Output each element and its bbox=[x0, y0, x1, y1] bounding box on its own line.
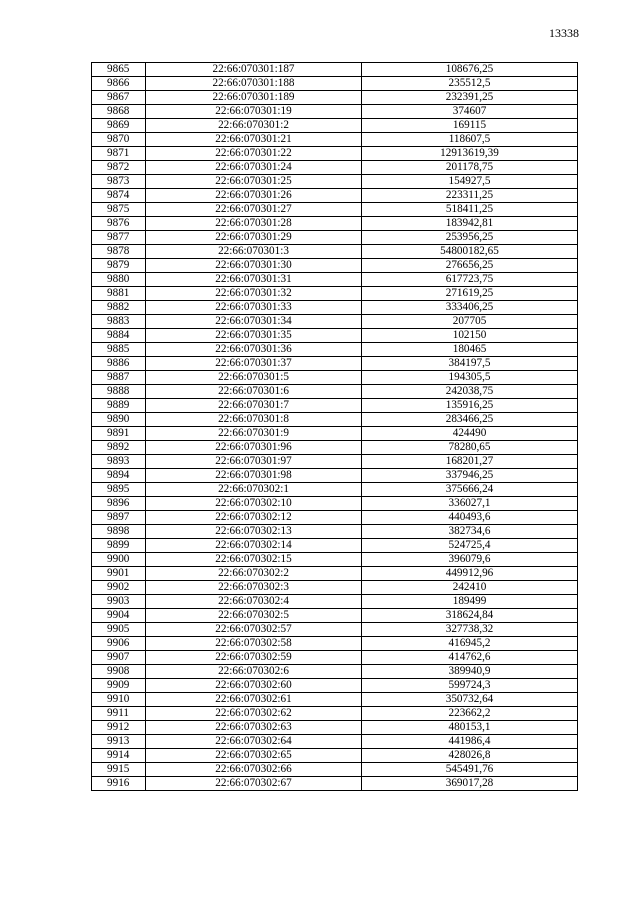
cadastral-number-cell: 22:66:070301:188 bbox=[146, 77, 362, 91]
cadastral-number-cell: 22:66:070302:58 bbox=[146, 637, 362, 651]
cadastral-number-cell: 22:66:070301:5 bbox=[146, 371, 362, 385]
table-row bbox=[92, 301, 578, 315]
cadastral-number-cell: 22:66:070301:96 bbox=[146, 441, 362, 455]
cadastral-number-cell: 22:66:070301:2 bbox=[146, 119, 362, 133]
table-row bbox=[92, 133, 578, 147]
table-row bbox=[92, 217, 578, 231]
cadastral-value-cell: 253956,25 bbox=[362, 231, 578, 245]
row-number-cell: 9906 bbox=[92, 637, 146, 651]
row-number-cell: 9885 bbox=[92, 343, 146, 357]
table-row bbox=[92, 679, 578, 693]
cadastral-number-cell: 22:66:070301:28 bbox=[146, 217, 362, 231]
cadastral-value-cell: 480153,1 bbox=[362, 721, 578, 735]
row-number-cell: 9913 bbox=[92, 735, 146, 749]
cadastral-number-cell: 22:66:070301:7 bbox=[146, 399, 362, 413]
table-row bbox=[92, 539, 578, 553]
table-row bbox=[92, 763, 578, 777]
cadastral-value-cell: 327738,32 bbox=[362, 623, 578, 637]
cadastral-value-cell: 424490 bbox=[362, 427, 578, 441]
cadastral-number-cell: 22:66:070302:4 bbox=[146, 595, 362, 609]
row-number-cell: 9887 bbox=[92, 371, 146, 385]
table-row bbox=[92, 609, 578, 623]
cadastral-number-cell: 22:66:070301:36 bbox=[146, 343, 362, 357]
row-number-cell: 9866 bbox=[92, 77, 146, 91]
cadastral-value-cell: 449912,96 bbox=[362, 567, 578, 581]
page-number: 13338 bbox=[549, 26, 579, 40]
cadastral-number-cell: 22:66:070301:27 bbox=[146, 203, 362, 217]
table-row bbox=[92, 497, 578, 511]
cadastral-number-cell: 22:66:070301:35 bbox=[146, 329, 362, 343]
table-row bbox=[92, 469, 578, 483]
cadastral-number-cell: 22:66:070301:26 bbox=[146, 189, 362, 203]
table-row bbox=[92, 651, 578, 665]
cadastral-value-cell: 271619,25 bbox=[362, 287, 578, 301]
cadastral-value-cell: 168201,27 bbox=[362, 455, 578, 469]
cadastral-number-cell: 22:66:070301:24 bbox=[146, 161, 362, 175]
cadastral-value-cell: 440493,6 bbox=[362, 511, 578, 525]
row-number-cell: 9890 bbox=[92, 413, 146, 427]
cadastral-value-cell: 12913619,39 bbox=[362, 147, 578, 161]
row-number-cell: 9909 bbox=[92, 679, 146, 693]
row-number-cell: 9886 bbox=[92, 357, 146, 371]
cadastral-number-cell: 22:66:070301:3 bbox=[146, 245, 362, 259]
cadastral-number-cell: 22:66:070302:63 bbox=[146, 721, 362, 735]
cadastral-value-cell: 382734,6 bbox=[362, 525, 578, 539]
table-row bbox=[92, 413, 578, 427]
table-row bbox=[92, 343, 578, 357]
row-number-cell: 9892 bbox=[92, 441, 146, 455]
cadastral-number-cell: 22:66:070301:31 bbox=[146, 273, 362, 287]
row-number-cell: 9915 bbox=[92, 763, 146, 777]
row-number-cell: 9875 bbox=[92, 203, 146, 217]
row-number-cell: 9905 bbox=[92, 623, 146, 637]
table-row bbox=[92, 203, 578, 217]
cadastral-value-cell: 441986,4 bbox=[362, 735, 578, 749]
row-number-cell: 9873 bbox=[92, 175, 146, 189]
cadastral-number-cell: 22:66:070301:189 bbox=[146, 91, 362, 105]
cadastral-value-cell: 78280,65 bbox=[362, 441, 578, 455]
row-number-cell: 9894 bbox=[92, 469, 146, 483]
row-number-cell: 9907 bbox=[92, 651, 146, 665]
row-number-cell: 9874 bbox=[92, 189, 146, 203]
cadastral-value-cell: 599724,3 bbox=[362, 679, 578, 693]
row-number-cell: 9865 bbox=[92, 63, 146, 77]
table-row bbox=[92, 119, 578, 133]
table-row bbox=[92, 623, 578, 637]
cadastral-number-cell: 22:66:070301:21 bbox=[146, 133, 362, 147]
cadastral-number-cell: 22:66:070301:97 bbox=[146, 455, 362, 469]
cadastral-value-cell: 207705 bbox=[362, 315, 578, 329]
cadastral-value-cell: 108676,25 bbox=[362, 63, 578, 77]
cadastral-number-cell: 22:66:070302:62 bbox=[146, 707, 362, 721]
table-row bbox=[92, 315, 578, 329]
row-number-cell: 9911 bbox=[92, 707, 146, 721]
row-number-cell: 9882 bbox=[92, 301, 146, 315]
cadastral-value-cell: 518411,25 bbox=[362, 203, 578, 217]
row-number-cell: 9889 bbox=[92, 399, 146, 413]
cadastral-number-cell: 22:66:070301:98 bbox=[146, 469, 362, 483]
row-number-cell: 9910 bbox=[92, 693, 146, 707]
row-number-cell: 9898 bbox=[92, 525, 146, 539]
row-number-cell: 9899 bbox=[92, 539, 146, 553]
cadastral-value-table bbox=[91, 62, 578, 791]
cadastral-number-cell: 22:66:070301:25 bbox=[146, 175, 362, 189]
cadastral-number-cell: 22:66:070302:66 bbox=[146, 763, 362, 777]
table-row bbox=[92, 273, 578, 287]
cadastral-value-cell: 337946,25 bbox=[362, 469, 578, 483]
cadastral-value-cell: 223311,25 bbox=[362, 189, 578, 203]
cadastral-value-cell: 223662,2 bbox=[362, 707, 578, 721]
cadastral-number-cell: 22:66:070301:29 bbox=[146, 231, 362, 245]
table-row bbox=[92, 245, 578, 259]
cadastral-value-cell: 201178,75 bbox=[362, 161, 578, 175]
cadastral-number-cell: 22:66:070302:59 bbox=[146, 651, 362, 665]
table-row bbox=[92, 329, 578, 343]
cadastral-number-cell: 22:66:070302:64 bbox=[146, 735, 362, 749]
table-row bbox=[92, 105, 578, 119]
row-number-cell: 9916 bbox=[92, 777, 146, 791]
cadastral-number-cell: 22:66:070301:33 bbox=[146, 301, 362, 315]
cadastral-value-cell: 194305,5 bbox=[362, 371, 578, 385]
table-row bbox=[92, 553, 578, 567]
cadastral-value-cell: 154927,5 bbox=[362, 175, 578, 189]
cadastral-value-cell: 374607 bbox=[362, 105, 578, 119]
cadastral-value-cell: 54800182,65 bbox=[362, 245, 578, 259]
row-number-cell: 9897 bbox=[92, 511, 146, 525]
row-number-cell: 9914 bbox=[92, 749, 146, 763]
row-number-cell: 9902 bbox=[92, 581, 146, 595]
cadastral-value-cell: 545491,76 bbox=[362, 763, 578, 777]
cadastral-number-cell: 22:66:070301:6 bbox=[146, 385, 362, 399]
row-number-cell: 9891 bbox=[92, 427, 146, 441]
table-row bbox=[92, 749, 578, 763]
cadastral-value-cell: 333406,25 bbox=[362, 301, 578, 315]
cadastral-number-cell: 22:66:070302:1 bbox=[146, 483, 362, 497]
cadastral-number-cell: 22:66:070301:19 bbox=[146, 105, 362, 119]
table-row bbox=[92, 665, 578, 679]
row-number-cell: 9903 bbox=[92, 595, 146, 609]
table-row bbox=[92, 693, 578, 707]
table-row bbox=[92, 357, 578, 371]
cadastral-number-cell: 22:66:070301:34 bbox=[146, 315, 362, 329]
cadastral-number-cell: 22:66:070302:60 bbox=[146, 679, 362, 693]
cadastral-value-cell: 232391,25 bbox=[362, 91, 578, 105]
table-row bbox=[92, 567, 578, 581]
cadastral-value-cell: 318624,84 bbox=[362, 609, 578, 623]
cadastral-number-cell: 22:66:070302:15 bbox=[146, 553, 362, 567]
cadastral-value-cell: 169115 bbox=[362, 119, 578, 133]
table-row bbox=[92, 777, 578, 791]
table-row bbox=[92, 259, 578, 273]
cadastral-value-cell: 235512,5 bbox=[362, 77, 578, 91]
row-number-cell: 9912 bbox=[92, 721, 146, 735]
table-row bbox=[92, 595, 578, 609]
cadastral-value-cell: 428026,8 bbox=[362, 749, 578, 763]
row-number-cell: 9879 bbox=[92, 259, 146, 273]
cadastral-value-cell: 416945,2 bbox=[362, 637, 578, 651]
table-row bbox=[92, 735, 578, 749]
row-number-cell: 9868 bbox=[92, 105, 146, 119]
cadastral-number-cell: 22:66:070302:61 bbox=[146, 693, 362, 707]
table-row bbox=[92, 385, 578, 399]
table-body bbox=[92, 63, 578, 791]
cadastral-number-cell: 22:66:070301:32 bbox=[146, 287, 362, 301]
cadastral-number-cell: 22:66:070302:65 bbox=[146, 749, 362, 763]
row-number-cell: 9867 bbox=[92, 91, 146, 105]
row-number-cell: 9904 bbox=[92, 609, 146, 623]
row-number-cell: 9881 bbox=[92, 287, 146, 301]
cadastral-value-cell: 189499 bbox=[362, 595, 578, 609]
cadastral-value-cell: 276656,25 bbox=[362, 259, 578, 273]
cadastral-value-cell: 242038,75 bbox=[362, 385, 578, 399]
row-number-cell: 9888 bbox=[92, 385, 146, 399]
cadastral-value-cell: 375666,24 bbox=[362, 483, 578, 497]
cadastral-value-cell: 242410 bbox=[362, 581, 578, 595]
table-row bbox=[92, 399, 578, 413]
table-row bbox=[92, 63, 578, 77]
cadastral-number-cell: 22:66:070302:67 bbox=[146, 777, 362, 791]
cadastral-number-cell: 22:66:070302:10 bbox=[146, 497, 362, 511]
cadastral-number-cell: 22:66:070302:13 bbox=[146, 525, 362, 539]
row-number-cell: 9878 bbox=[92, 245, 146, 259]
row-number-cell: 9895 bbox=[92, 483, 146, 497]
cadastral-number-cell: 22:66:070302:12 bbox=[146, 511, 362, 525]
table-row bbox=[92, 77, 578, 91]
row-number-cell: 9869 bbox=[92, 119, 146, 133]
row-number-cell: 9900 bbox=[92, 553, 146, 567]
cadastral-number-cell: 22:66:070301:8 bbox=[146, 413, 362, 427]
row-number-cell: 9893 bbox=[92, 455, 146, 469]
row-number-cell: 9872 bbox=[92, 161, 146, 175]
cadastral-value-cell: 389940,9 bbox=[362, 665, 578, 679]
row-number-cell: 9880 bbox=[92, 273, 146, 287]
cadastral-value-cell: 350732,64 bbox=[362, 693, 578, 707]
cadastral-number-cell: 22:66:070301:9 bbox=[146, 427, 362, 441]
table-row bbox=[92, 721, 578, 735]
row-number-cell: 9884 bbox=[92, 329, 146, 343]
cadastral-value-cell: 118607,5 bbox=[362, 133, 578, 147]
cadastral-number-cell: 22:66:070302:6 bbox=[146, 665, 362, 679]
cadastral-value-cell: 102150 bbox=[362, 329, 578, 343]
table-row bbox=[92, 427, 578, 441]
table-row bbox=[92, 441, 578, 455]
cadastral-value-cell: 336027,1 bbox=[362, 497, 578, 511]
table-row bbox=[92, 161, 578, 175]
table-row bbox=[92, 189, 578, 203]
cadastral-value-cell: 396079,6 bbox=[362, 553, 578, 567]
table-row bbox=[92, 91, 578, 105]
table-row bbox=[92, 147, 578, 161]
table-row bbox=[92, 525, 578, 539]
cadastral-number-cell: 22:66:070302:5 bbox=[146, 609, 362, 623]
row-number-cell: 9908 bbox=[92, 665, 146, 679]
cadastral-value-cell: 183942,81 bbox=[362, 217, 578, 231]
cadastral-value-cell: 384197,5 bbox=[362, 357, 578, 371]
table-row bbox=[92, 707, 578, 721]
row-number-cell: 9877 bbox=[92, 231, 146, 245]
row-number-cell: 9870 bbox=[92, 133, 146, 147]
cadastral-number-cell: 22:66:070302:14 bbox=[146, 539, 362, 553]
cadastral-value-cell: 524725,4 bbox=[362, 539, 578, 553]
row-number-cell: 9883 bbox=[92, 315, 146, 329]
cadastral-number-cell: 22:66:070301:30 bbox=[146, 259, 362, 273]
row-number-cell: 9901 bbox=[92, 567, 146, 581]
row-number-cell: 9876 bbox=[92, 217, 146, 231]
table-row bbox=[92, 287, 578, 301]
table-row bbox=[92, 371, 578, 385]
cadastral-number-cell: 22:66:070301:37 bbox=[146, 357, 362, 371]
row-number-cell: 9896 bbox=[92, 497, 146, 511]
cadastral-value-cell: 369017,28 bbox=[362, 777, 578, 791]
cadastral-number-cell: 22:66:070301:187 bbox=[146, 63, 362, 77]
cadastral-value-cell: 617723,75 bbox=[362, 273, 578, 287]
table-row bbox=[92, 455, 578, 469]
cadastral-value-cell: 135916,25 bbox=[362, 399, 578, 413]
cadastral-value-cell: 283466,25 bbox=[362, 413, 578, 427]
table-row bbox=[92, 175, 578, 189]
cadastral-number-cell: 22:66:070301:22 bbox=[146, 147, 362, 161]
cadastral-value-cell: 414762,6 bbox=[362, 651, 578, 665]
cadastral-value-cell: 180465 bbox=[362, 343, 578, 357]
cadastral-number-cell: 22:66:070302:57 bbox=[146, 623, 362, 637]
table-row bbox=[92, 231, 578, 245]
table-row bbox=[92, 581, 578, 595]
cadastral-number-cell: 22:66:070302:2 bbox=[146, 567, 362, 581]
table-row bbox=[92, 637, 578, 651]
table-row bbox=[92, 483, 578, 497]
cadastral-number-cell: 22:66:070302:3 bbox=[146, 581, 362, 595]
row-number-cell: 9871 bbox=[92, 147, 146, 161]
table-row bbox=[92, 511, 578, 525]
